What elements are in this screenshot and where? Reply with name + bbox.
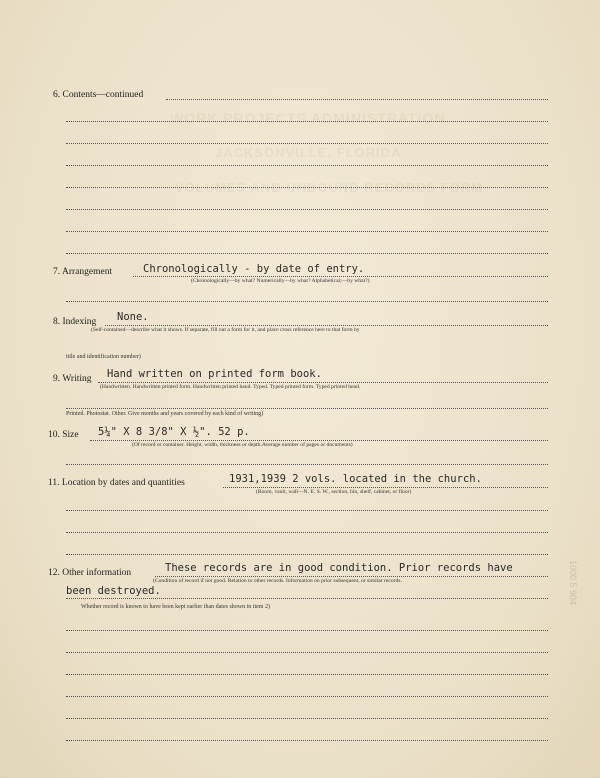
item6-line-7 — [66, 231, 548, 232]
show-through-line2: JACKSONVILLE, FLORIDA — [215, 145, 402, 160]
item7-value: Chronologically - by date of entry. — [143, 263, 365, 275]
item6-line-8 — [66, 253, 548, 254]
item12-line-8 — [66, 740, 548, 741]
item11-line-4 — [66, 554, 548, 555]
item6-line-3 — [66, 143, 548, 144]
item9-line-2 — [66, 408, 548, 409]
item6-line-1 — [166, 99, 548, 100]
item9-line-1 — [98, 382, 548, 383]
item8-caption: (Self-contained—describe what it shows. If separate, fill out a form for it, and place cross reference here to that form by — [91, 327, 360, 333]
item10-line-2 — [66, 464, 548, 465]
item12-line-3 — [66, 630, 548, 631]
show-through-line1: WORK PROJECTS ADMINISTRATION — [170, 110, 446, 126]
item7-label: 7. Arrangement — [53, 267, 113, 277]
item6-line-5 — [66, 187, 548, 188]
item12-line-2 — [66, 598, 548, 599]
item6-label: 6. Contents—continued — [53, 90, 144, 100]
item10-line-1 — [90, 440, 548, 441]
item11-label: 11. Location by dates and quantities — [48, 478, 185, 488]
item12-caption-continued: Whether record is known to have been kept earlier than dates shown in item 2) — [81, 604, 270, 610]
item11-value: 1931,1939 2 vols. located in the church. — [229, 473, 482, 485]
item11-caption: (Room, vault, wall—N. E. S. W., section, bin, shelf, cabinet, or floor) — [256, 489, 412, 495]
item7-caption: (Chronologically—by what? Numerically—by what? Alphabetical;—by what?) — [191, 278, 370, 284]
show-through-side-number: 1000 5 904 — [568, 560, 578, 606]
item10-value: 5¼" X 8 3/8" X ½". 52 p. — [98, 426, 250, 438]
item12-caption: (Condition of record if not good. Relation to other records. Information on prior subsequent, or similar records. — [153, 578, 402, 584]
item8-line-1 — [105, 325, 548, 326]
item9-label: 9. Writing — [53, 374, 92, 384]
item12-value: These records are in good condition. Prior records have — [165, 562, 513, 574]
item12-value-continued: been destroyed. — [66, 585, 161, 597]
item10-caption: (Of record or container. Height, width, thickness or depth.Average number of pages or documents) — [132, 442, 353, 448]
show-through-line3: VOLUMES AND UNBOUND RECORDS FORM — [175, 180, 484, 195]
item9-caption-continued: Printed. Photostat. Other. Give months and years covered by each kind of writing) — [66, 411, 264, 417]
item7-line-1 — [133, 276, 548, 277]
item9-caption: (Handwritten. Handwritten printed form. Handwritten printed hand. Typed. Typed printed form. Typed printed head. — [100, 384, 361, 390]
item11-line-1 — [223, 487, 548, 488]
item12-line-7 — [66, 718, 548, 719]
item6-line-4 — [66, 165, 548, 166]
item8-label: 8. Indexing — [53, 317, 97, 327]
item12-line-4 — [66, 652, 548, 653]
item12-line-1 — [155, 576, 548, 577]
item8-value: None. — [117, 311, 149, 323]
item6-line-6 — [66, 209, 548, 210]
item10-label: 10. Size — [48, 430, 79, 440]
item11-line-3 — [66, 532, 548, 533]
item12-label: 12. Other information — [48, 568, 132, 578]
item7-line-2 — [66, 301, 548, 302]
item11-line-2 — [66, 510, 548, 511]
item12-line-5 — [66, 674, 548, 675]
item6-line-2 — [66, 121, 548, 122]
item9-value: Hand written on printed form book. — [107, 368, 322, 380]
item12-line-6 — [66, 696, 548, 697]
item8-caption-continued: title and identification number) — [66, 354, 141, 360]
